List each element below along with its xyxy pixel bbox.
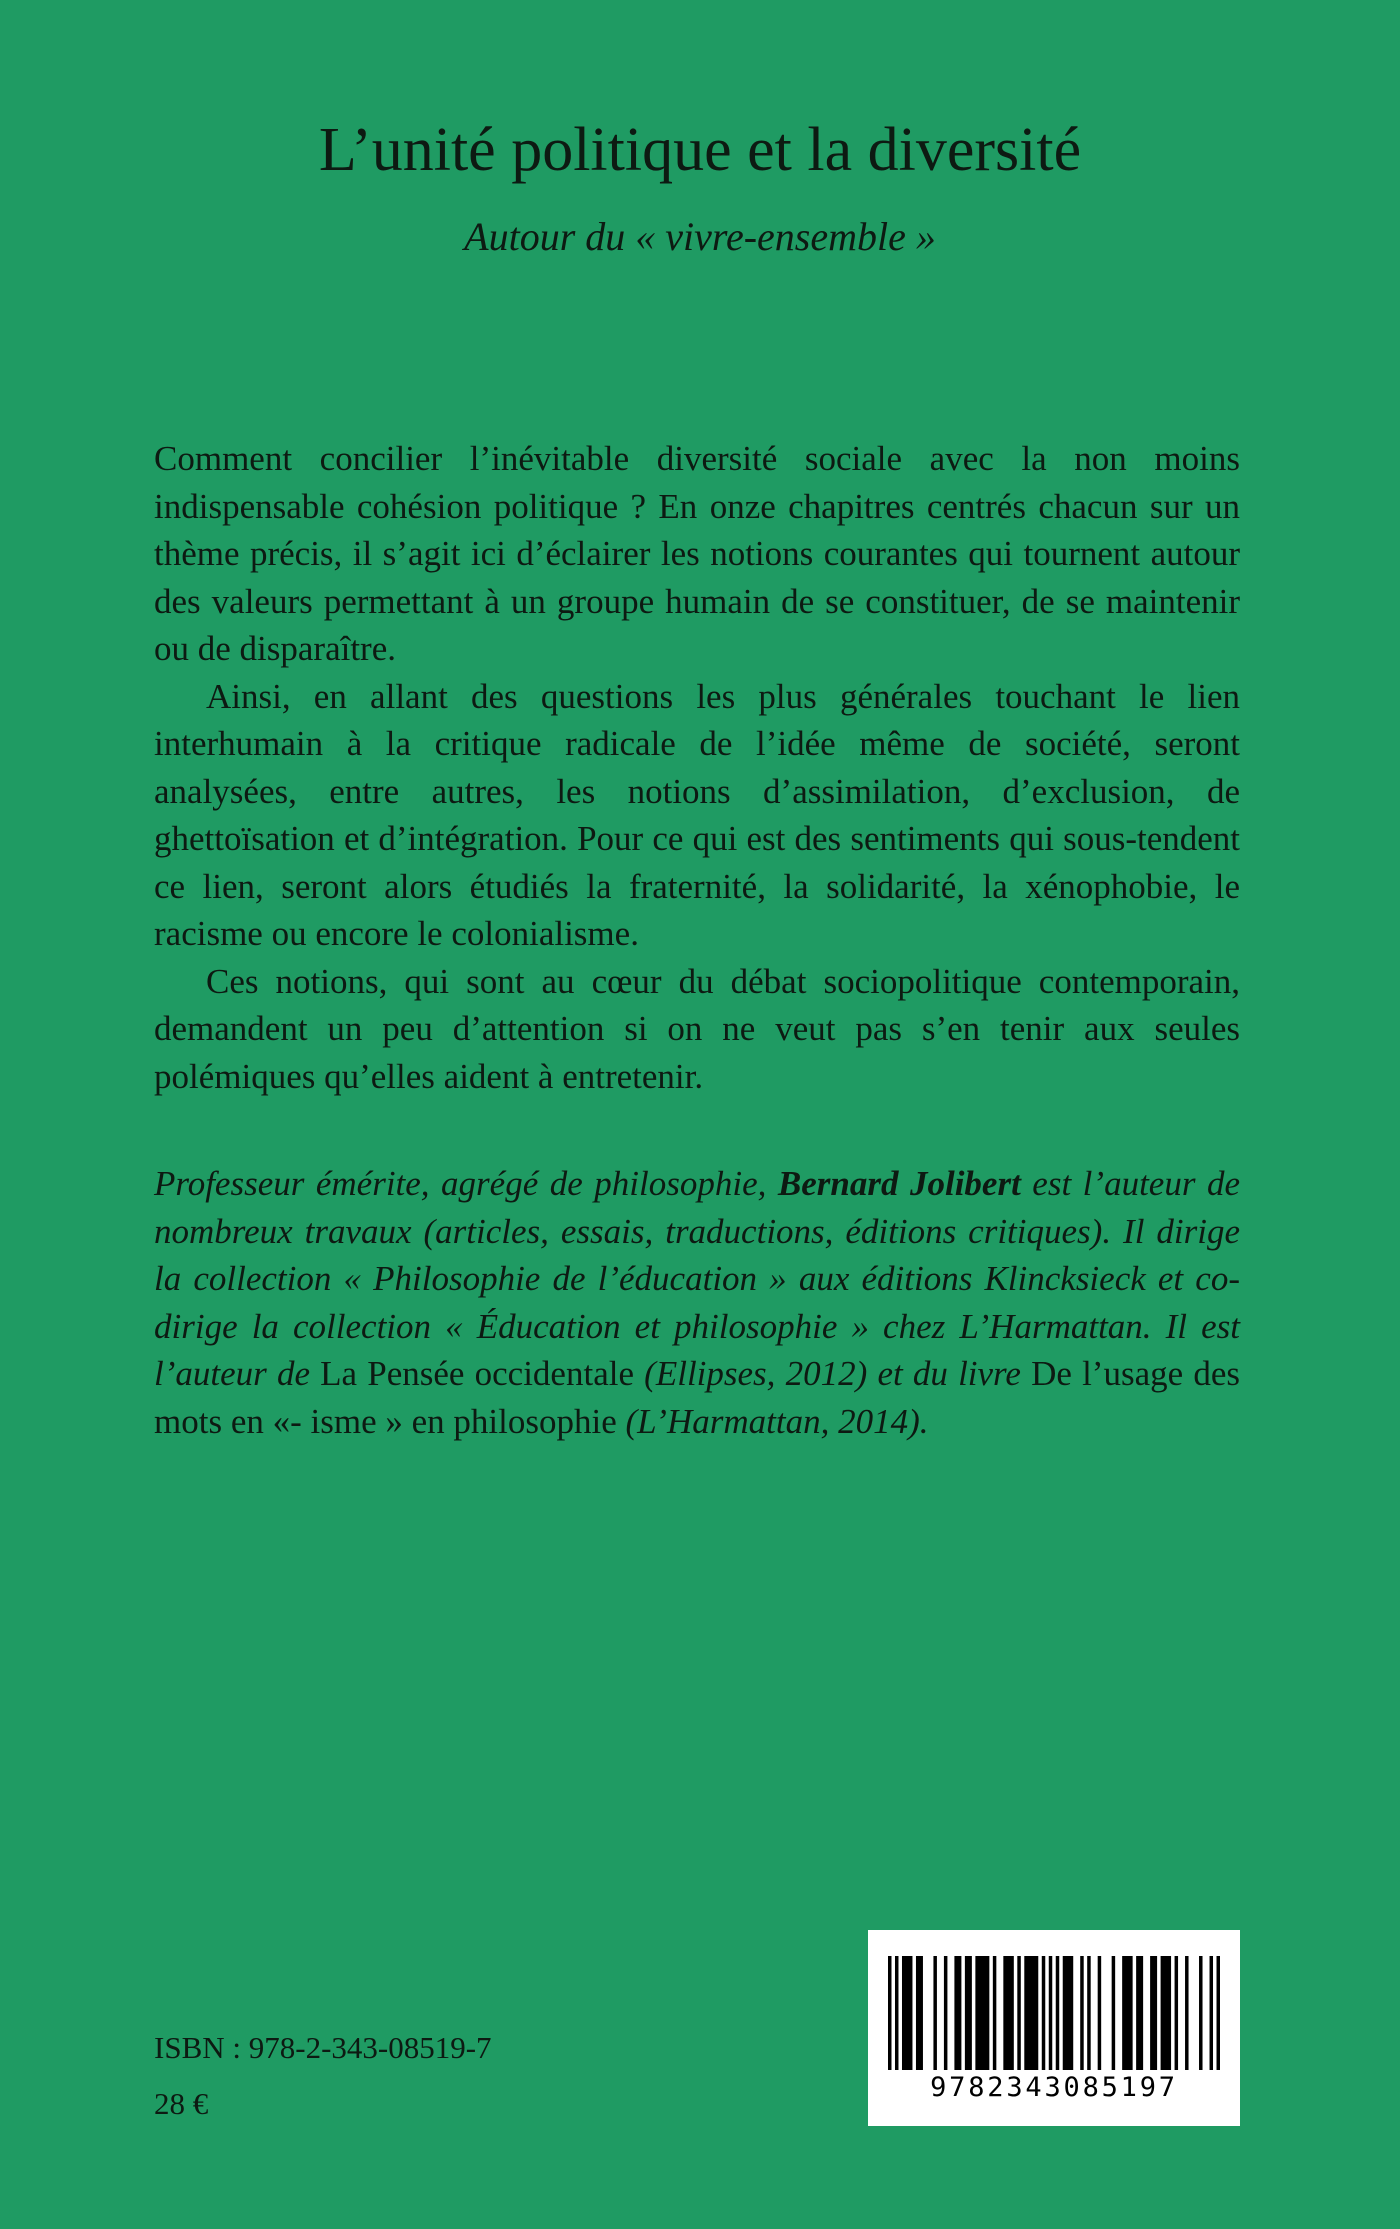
barcode-bar: [1150, 1956, 1157, 2070]
barcode-bar: [1056, 1956, 1059, 2070]
blurb-paragraph-2: Ainsi, en allant des questions les plus générales touchant le lien interhumain à la critique radicale de l’idée même de société, seront analysées, entre autres, les notions d’assimilation, d’exclusion, de ghettoïsation et d’intégration. Pour ce qui est des sentiments qui sous-tendent ce lien, seront alors étudiés la fraternité, la solidarité, la xénophobie, le racisme ou encore le colonialisme.: [154, 676, 1240, 953]
barcode-bar: [895, 1956, 898, 2070]
barcode-bar: [933, 1956, 936, 2070]
barcode-bar: [1161, 1956, 1171, 2070]
price: 28 €: [154, 2086, 209, 2121]
barcode-bar: [1003, 1956, 1013, 2070]
book-title: L’unité politique et la diversité: [318, 116, 1082, 184]
barcode-bar: [1087, 1956, 1090, 2070]
barcode-bar: [954, 1956, 961, 2070]
barcode-bar: [916, 1956, 923, 2070]
book-reference-2: De l’usage des mots en «- isme » en philosophie: [154, 1354, 1240, 1441]
barcode-bar: [1217, 1956, 1220, 2070]
bio-text-3: (Ellipses, 2012) et du livre: [634, 1354, 1032, 1393]
barcode-digits: 9782343085197: [930, 2072, 1178, 2103]
barcode-bar: [1042, 1956, 1045, 2070]
barcode-bar: [965, 1956, 972, 2070]
barcode-bar: [975, 1956, 989, 2070]
barcode-bar: [1185, 1956, 1188, 2070]
barcode-bar: [993, 1956, 996, 2070]
barcode-bar: [1049, 1956, 1052, 2070]
blurb-paragraph-3: Ces notions, qui sont au cœur du débat sociopolitique contemporain, demandent un peu d’attention si on ne veut pas s’en tenir aux seules polémiques qu’elles aident à entretenir.: [154, 961, 1240, 1096]
bio-text-1: Professeur émérite, agrégé de philosophie,: [154, 1164, 778, 1203]
blurb: [154, 435, 1240, 1100]
author-name: Bernard Jolibert: [777, 1164, 1021, 1203]
barcode-bar: [1080, 1956, 1083, 2070]
bio-text-4: (L’Harmattan, 2014).: [616, 1401, 929, 1441]
barcode: [868, 1930, 1240, 2126]
barcode-bar: [888, 1956, 891, 2070]
barcode-bar: [1098, 1956, 1101, 2070]
isbn: ISBN : 978-2-343-08519-7: [154, 2030, 492, 2065]
book-subtitle: Autour du « vivre-ensemble »: [464, 214, 936, 259]
barcode-bar: [1199, 1956, 1202, 2070]
barcode-bar: [1210, 1956, 1213, 2070]
barcode-bar: [1017, 1956, 1020, 2070]
barcode-bar: [1136, 1956, 1143, 2070]
barcode-bar: [944, 1956, 947, 2070]
barcode-bar: [1175, 1956, 1178, 2070]
book-reference-1: La Pensée occidentale: [320, 1354, 634, 1393]
barcode-bars: [888, 1956, 1220, 2070]
author-bio: [154, 1160, 1240, 1445]
barcode-bar: [1122, 1956, 1132, 2070]
blurb-paragraph-1: Comment concilier l’inévitable diversité sociale avec la non moins indispensable cohésion politique ? En onze chapitres centrés chacun sur un thème précis, il s’agit ici d’éclairer les notions courantes qui tournent autour des valeurs permettant à un groupe humain de se constituer, de se maintenir ou de disparaître.: [154, 439, 1240, 668]
barcode-bar: [1024, 1956, 1038, 2070]
barcode-bar: [902, 1956, 912, 2070]
barcode-bar: [1063, 1956, 1073, 2070]
bio-text-2: est l’auteur de nombreux travaux (articles, essais, traductions, éditions critiques). Il dirige la collection « Philosophie de l’éducation » aux éditions Klincksieck et co-dirige la collection « Éducation et philosophie » chez L’Harmattan. Il est l’auteur de: [154, 1164, 1240, 1393]
barcode-bar: [1112, 1956, 1115, 2070]
